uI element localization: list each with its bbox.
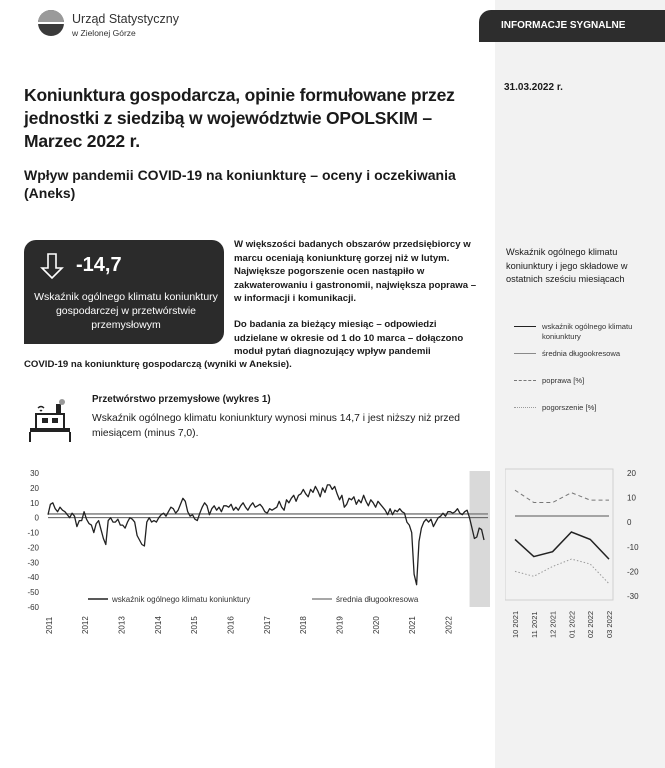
x-tick-label: 11 2021	[529, 611, 539, 638]
page-subtitle: Wpływ pandemii COVID-19 na koniunkturę – oceny i oczekiwania (Aneks)	[24, 167, 456, 201]
org-name	[72, 12, 179, 40]
y-tick-label: -60	[27, 603, 39, 612]
x-tick-label: 10 2021	[511, 610, 520, 638]
intro-paragraph-2: Do badania za bieżący miesiąc – odpowiedzi udzielane w okresie od 1 do 10 marca – dołączono moduł pytań diagnozujący wpływ pandemii	[234, 319, 464, 357]
side-series-line-3	[515, 559, 609, 584]
section-text: Wskaźnik ogólnego klimatu koniunktury wynosi minus 14,7 i jest niższy niż przed miesiącem (minus 7,0).	[92, 413, 460, 439]
x-tick-label: 2016	[226, 616, 236, 634]
x-tick-label: 2017	[262, 616, 272, 634]
arrow-down-icon	[40, 252, 64, 280]
section-title: Przetwórstwo przemysłowe (wykres 1)	[92, 394, 271, 405]
main-line-chart	[22, 462, 492, 642]
x-tick-label: 01 2022	[567, 610, 577, 638]
org-name-line1: Urząd Statystyczny	[72, 12, 179, 26]
x-tick-label: 2022	[444, 616, 454, 634]
legend-swatch	[514, 380, 536, 381]
highlight-description: Wskaźnik ogólnego klimatu koniunktury gospodarczej w przetwórstwie przemysłowym	[34, 291, 218, 331]
legend-label: średnia długookresowa	[542, 349, 621, 358]
y-tick-label: 20	[627, 469, 636, 478]
info-badge: INFORMACJE SYGNALNE	[479, 10, 665, 42]
page-title: Koniunktura gospodarcza, opinie formułowane przez jednostki z siedzibą w województwie OPOLSKIM – Marzec 2022 r.	[24, 85, 455, 151]
y-tick-label: -30	[627, 592, 639, 601]
side-series-line-2	[515, 490, 609, 502]
y-tick-label: -30	[27, 558, 39, 568]
highlight-period	[470, 471, 490, 607]
legend-label-average: średnia długookresowa	[336, 595, 419, 604]
x-tick-label: 2019	[335, 616, 345, 634]
y-tick-label: -20	[27, 543, 39, 553]
intro-paragraph-2-end: COVID-19 na koniunkturę gospodarczą (wyniki w Aneksie).	[24, 359, 292, 370]
y-tick-label: 20	[30, 483, 39, 493]
x-tick-label: 2013	[117, 616, 127, 634]
y-tick-label: 0	[34, 513, 39, 523]
y-tick-label: 10	[30, 498, 39, 508]
y-tick-label: -10	[627, 542, 639, 552]
org-name-line2: w Zielonej Górze	[72, 28, 136, 38]
highlight-value: -14,7	[76, 254, 122, 276]
x-tick-label: 2015	[190, 616, 200, 634]
y-tick-label: 10	[627, 493, 636, 503]
y-tick-label: -40	[27, 573, 39, 583]
legend-swatch	[514, 353, 536, 354]
legend-swatch	[514, 326, 536, 327]
y-tick-label: -50	[27, 588, 39, 598]
x-tick-label: 02 2022	[586, 610, 596, 638]
x-tick-label: 2020	[371, 616, 381, 634]
intro-paragraph-1: W większości badanych obszarów przedsiębiorcy w marcu oceniają koniunkturę gorzej niż w lutym. Największe pogorszenie ocen nastąpiło w zakwaterowaniu i gastronomii, największa poprawa – w informacji i komunikacji.	[234, 239, 477, 304]
legend-label: wskaźnik ogólnego klimatu koniunktury	[542, 322, 633, 341]
y-tick-label: -20	[627, 567, 639, 577]
indicator-series-line	[48, 485, 484, 585]
side-line-chart	[505, 462, 645, 642]
side-series-line-0	[515, 532, 609, 559]
x-tick-label: 2021	[408, 616, 418, 634]
x-tick-label: 2011	[44, 616, 54, 634]
plot-frame	[505, 469, 613, 600]
x-tick-label: 03 2022	[605, 610, 614, 638]
x-tick-label: 2014	[153, 616, 163, 634]
legend-label: pogorszenie [%]	[542, 403, 597, 412]
legend-swatch	[514, 407, 536, 408]
x-tick-label: 12 2021	[548, 610, 558, 638]
legend-label-indicator: wskaźnik ogólnego klimatu koniunktury	[112, 595, 251, 604]
sidebar-title: Wskaźnik ogólnego klimatu koniunktury i jego składowe w ostatnich sześciu miesiącach	[506, 247, 628, 284]
publication-date: 31.03.2022 r.	[504, 82, 563, 93]
x-tick-label: 2018	[299, 616, 309, 634]
factory-icon	[26, 398, 74, 444]
x-tick-label: 2012	[81, 616, 91, 634]
y-tick-label: 30	[30, 469, 39, 478]
logo-icon	[36, 8, 66, 38]
y-tick-label: -10	[27, 528, 39, 538]
legend-label: poprawa [%]	[542, 376, 585, 385]
highlight-box	[24, 240, 224, 344]
y-tick-label: 0	[627, 518, 632, 528]
